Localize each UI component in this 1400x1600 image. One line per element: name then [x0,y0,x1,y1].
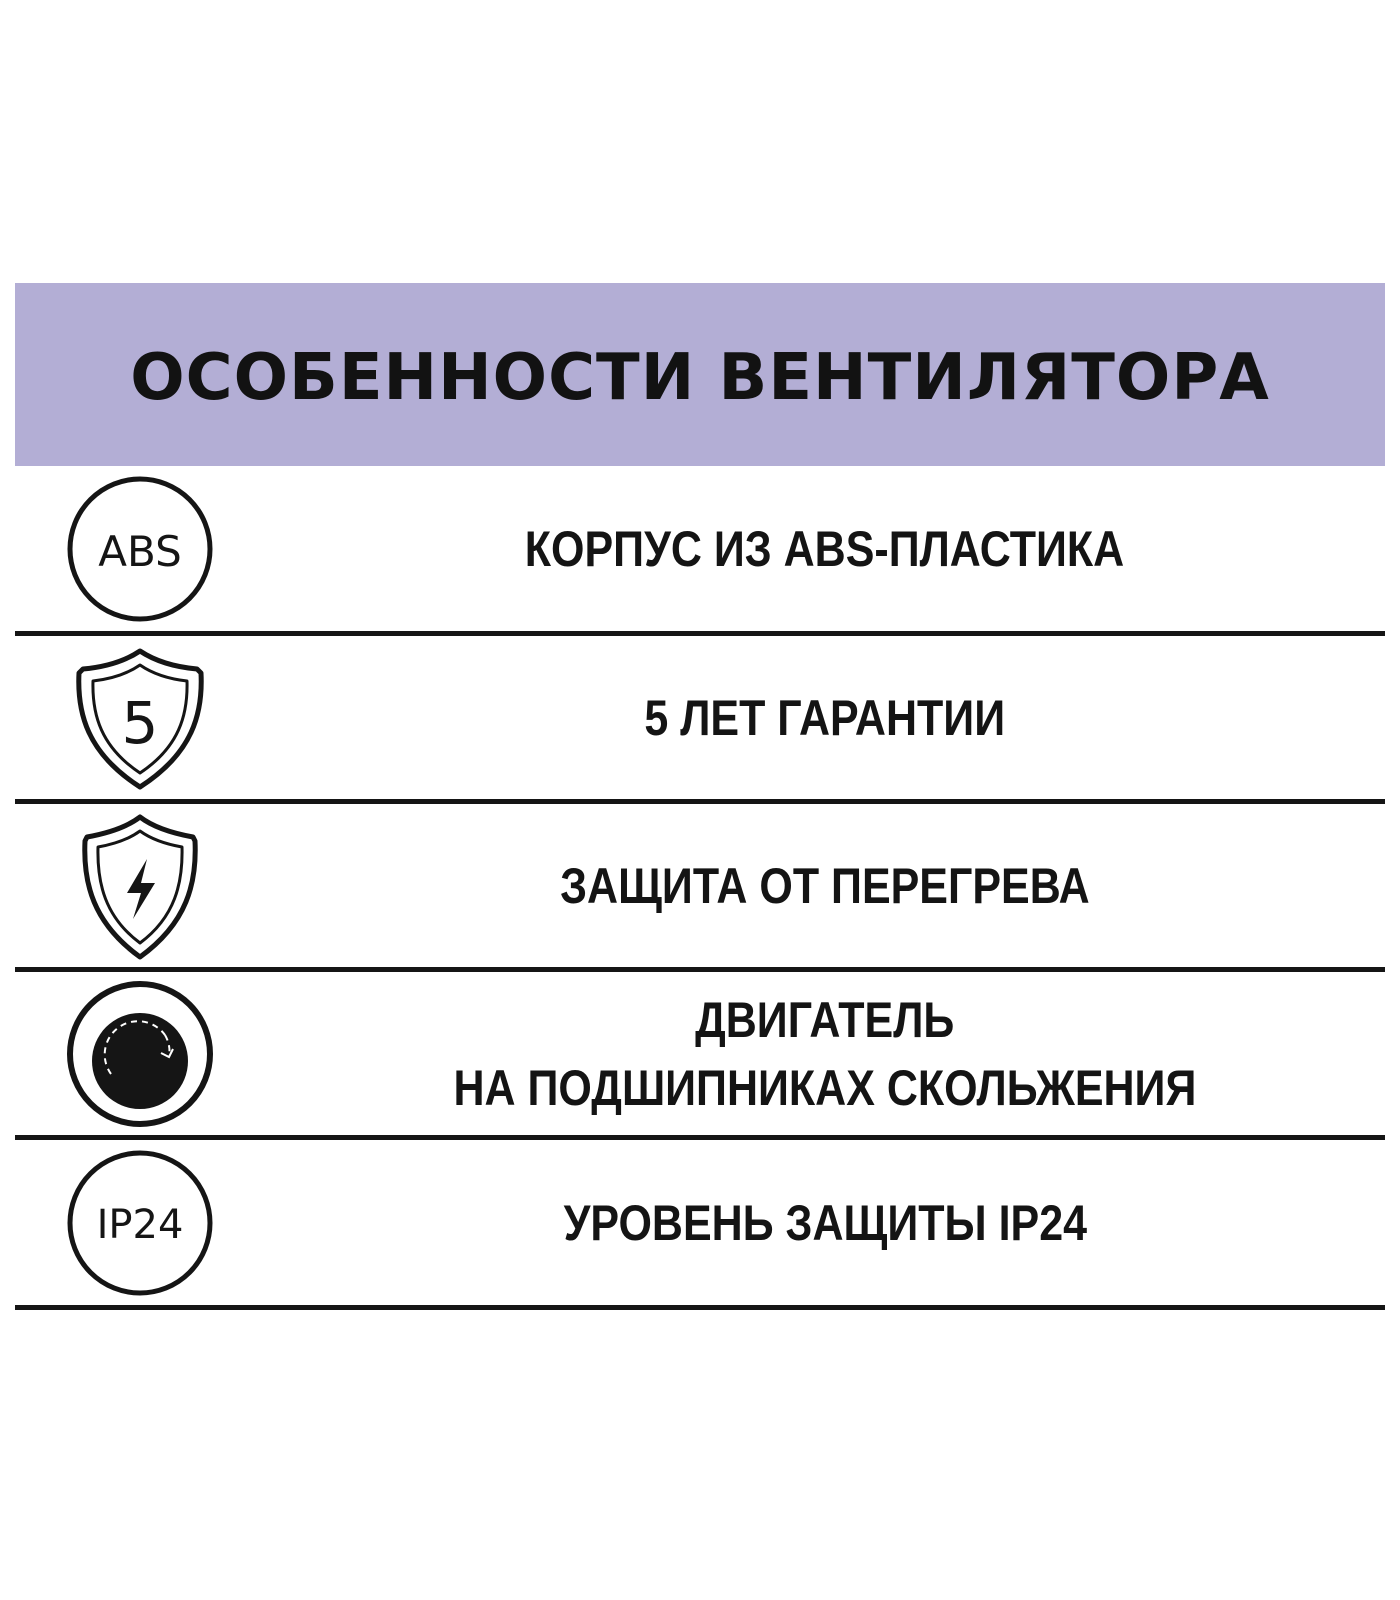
shield-5-icon [65,643,215,793]
shield-lightning-icon [65,811,215,961]
feature-label-abs: КОРПУС ИЗ ABS-ПЛАСТИКА [525,520,1125,577]
feature-row-overheat [15,804,1385,972]
feature-label-container [265,972,1385,1135]
feature-label-container [265,1140,1385,1305]
features-header [15,283,1385,466]
feature-label-overheat: ЗАЩИТА ОТ ПЕРЕГРЕВА [560,857,1090,914]
feature-label-container [265,636,1385,799]
page-title: ОСОБЕННОСТИ ВЕНТИЛЯТОРА [130,340,1270,415]
shield-5-icon-text: 5 [121,688,159,757]
feature-label-container [265,466,1385,631]
feature-label-motor-line1: ДВИГАТЕЛЬ [695,991,955,1048]
ip24-circle-icon [65,1148,215,1298]
abs-circle-icon [65,474,215,624]
bearing-icon [65,979,215,1129]
ip24-icon-text: IP24 [96,1201,184,1248]
feature-row-motor [15,972,1385,1140]
feature-label-motor [393,986,1257,1122]
abs-icon-text: ABS [98,526,182,576]
feature-label-warranty: 5 ЛЕТ ГАРАНТИИ [644,689,1006,746]
feature-label-ip24: УРОВЕНЬ ЗАЩИТЫ IP24 [563,1194,1087,1251]
feature-row-ip24 [15,1140,1385,1310]
feature-label-container [265,804,1385,967]
feature-label-motor-line2: НА ПОДШИПНИКАХ СКОЛЬЖЕНИЯ [453,1059,1197,1116]
feature-row-abs [15,466,1385,636]
features-panel [15,283,1385,1310]
feature-row-warranty [15,636,1385,804]
